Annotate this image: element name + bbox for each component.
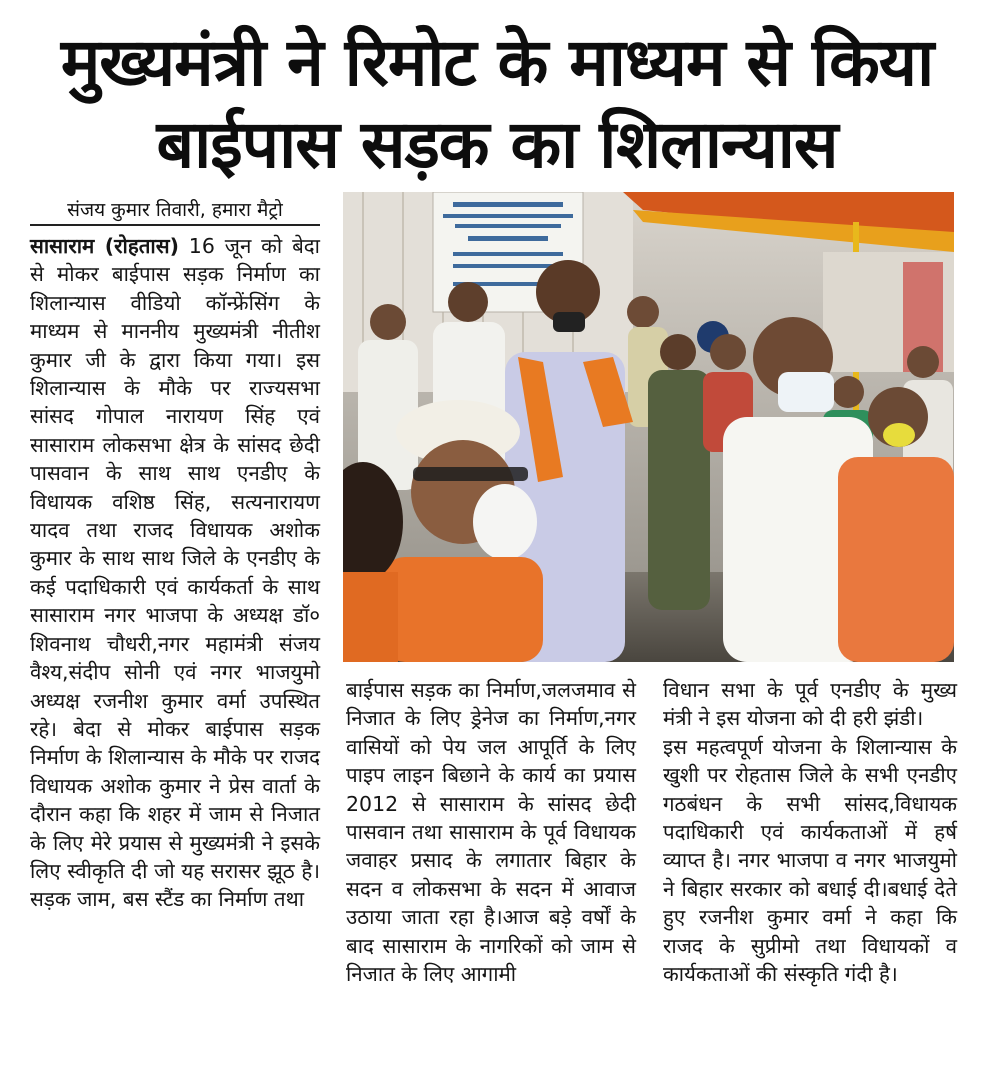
news-photo	[343, 192, 954, 662]
article-paragraph	[30, 232, 320, 914]
byline: संजय कुमार तिवारी, हमारा मैट्रो	[30, 196, 320, 226]
article-paragraph: विधान सभा के पूर्व एनडीए के मुख्य मंत्री ने इस योजना को दी हरी झंडी।	[663, 678, 957, 731]
article-column-2	[346, 676, 636, 988]
article-paragraph: इस महत्वपूर्ण योजना के शिलान्यास के खुशी पर रोहतास जिले के सभी एनडीए गठबंधन के सभी सांसद,विधायक पदाधिकारी एवं कार्यकताओं में हर्ष व्याप्त है। नगर भाजपा व नगर भाजयुमो ने बिहार सरकार को बधाई दी।बधाई देते हुए रजनीश कुमार वर्मा ने कहा कि राजद के सुप्रीमो तथा विधायकों व कार्यकताओं की संस्कृति गंदी है।	[663, 734, 957, 987]
dateline: सासाराम (रोहतास)	[30, 234, 179, 258]
article-text: 16 जून को बेदा से मोकर बाईपास सड़क निर्माण का शिलान्यास वीडियो कॉन्फ्रेंसिंग के माध्यम से माननीय मुख्यमंत्री नीतीश कुमार जी के द्वारा किया गया। इस शिलान्यास के मौके पर राज्यसभा सांसद गोपाल नारायण सिंह एवं सासाराम लोकसभा क्षेत्र के सांसद छेदी पासवान के साथ साथ एनडीए के विधायक वशिष्ठ सिंह, सत्यनारायण यादव तथा राजद विधायक अशोक कुमार के साथ साथ जिले के एनडीए के कई पदाधिकारी एवं कार्यकर्ता के साथ सासाराम नगर भाजपा के अध्यक्ष डॉ० शिवनाथ चौधरी,नगर महामंत्री संजय वैश्य,संदीप सोनी एवं नगर भाजयुमो अध्यक्ष रजनीश कुमार वर्मा उपस्थित रहे। बेदा से मोकर बाईपास सड़क निर्माण के शिलान्यास के मौके पर राजद विधायक अशोक कुमार ने प्रेस वार्ता के दौरान कहा कि शहर में जाम से निजात के लिए मेरे प्रयास से मुख्यमंत्री ने इसके लिए स्वीकृति दी जो यह सरासर झूठ है।सड़क जाम, बस स्टैंड का निर्माण तथा	[30, 234, 320, 912]
article-paragraph: बाईपास सड़क का निर्माण,जलजमाव से निजात के लिए ड्रेनेज का निर्माण,नगर वासियों को पेय जल आपूर्ति के लिए पाइप लाइन बिछाने के कार्य का प्रयास 2012 से सासाराम के सांसद छेदी पासवान तथा सासाराम के पूर्व विधायक जवाहर प्रसाद के लगातार बिहार के सदन व लोकसभा के सदन में आवाज उठाया जाता रहा है।आज बड़े वर्षों के बाद सासाराम के नागरिकों को जाम से निजात के लिए आगामी	[346, 678, 636, 987]
headline-line-2: बाईपास सड़क का शिलान्यास	[156, 106, 838, 183]
headline-line-1: मुख्यमंत्री ने रिमोट के माध्यम से किया	[60, 24, 934, 101]
article-column-1	[30, 232, 320, 914]
article-column-3	[663, 676, 957, 988]
headline	[0, 22, 994, 186]
